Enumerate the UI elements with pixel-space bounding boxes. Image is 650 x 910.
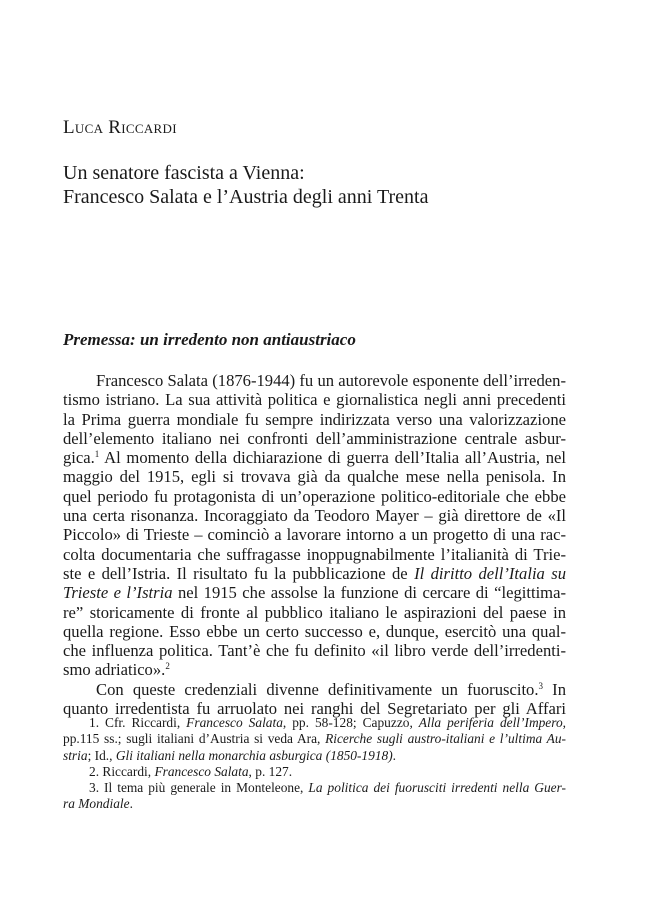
body-line: la Prima guerra mondiale fu sempre indirizzata verso una valorizzazione: [63, 409, 566, 429]
footnote-line: pp.115 ss.; sugli italiani d’Austria si veda Ara, Ricerche sugli austro-italiani e l’ultima Au-: [63, 731, 566, 747]
body-line: colta documentaria che suffragasse inoppugnabilmente l’italianità di Trie-: [63, 544, 566, 564]
body-line: quanto irredentista fu arruolato nei ranghi del Segretariato per gli Affari: [63, 699, 566, 719]
body-line: Francesco Salata (1876-1944) fu un autorevole esponente dell’irreden-: [96, 371, 566, 390]
body-line: Con queste credenziali divenne definitivamente un fuoruscito.$^3$ In: [96, 679, 566, 699]
body-line: tismo istriano. La sua attività politica e giornalistica negli anni precedenti: [63, 390, 566, 410]
title-line-2: Francesco Salata e l’Austria degli anni Trenta: [63, 186, 429, 208]
body-line: quella regione. Esso ebbe un certo successo e, dunque, esercitò una qual-: [63, 621, 566, 641]
footnote-line: 2. Riccardi, Francesco Salata, p. 127.: [89, 763, 293, 779]
body-line: che influenza politica. Tant’è che fu definito «il libro verde dell’irredenti-: [63, 641, 566, 661]
body-line: gica.$^1$ Al momento della dichiarazione di guerra dell’Italia all’Austria, nel: [63, 448, 566, 468]
footnotes: [63, 715, 566, 813]
body-line: dell’elemento italiano nei confronti dell’amministrazione centrale asbur-: [63, 428, 566, 448]
footnote-line: 1. Cfr. Riccardi, Francesco Salata, pp. 58-128; Capuzzo, Alla periferia dell’Impero,: [89, 715, 567, 730]
body-text: [63, 371, 566, 718]
footnote-line: ra Mondiale.: [63, 796, 133, 812]
author-name: Luca Riccardi: [63, 117, 177, 138]
book-title: Il diritto dell’Italia su: [414, 563, 567, 583]
footnote-line: stria; Id., Gli italiani nella monarchia asburgica (1850-1918).: [63, 747, 397, 763]
body-line: smo adriatico».$^2$: [63, 660, 170, 680]
article-title: [63, 161, 603, 209]
footnote-mark: 2: [165, 661, 170, 672]
body-line: una certa risonanza. Incoraggiato da Teodoro Mayer – già direttore de «Il: [63, 506, 566, 526]
footnote-mark: 1: [94, 449, 100, 460]
section-heading: Premessa: un irredento non antiaustriaco: [63, 330, 356, 349]
body-line: ste e dell’Istria. Il risultato fu la pubblicazione de Il diritto dell’Italia su: [63, 563, 567, 583]
body-line: Trieste e l’Istria nel 1915 che assolse la funzione di cercare di “legittima-: [63, 583, 566, 603]
body-line: quel periodo fu protagonista di un’operazione politico-editoriale che ebbe: [63, 486, 566, 506]
title-line-1: Un senatore fascista a Vienna:: [63, 162, 305, 184]
footnote-line: 3. Il tema più generale in Monteleone, La politica dei fuorusciti irredenti nella Guer-: [89, 780, 567, 796]
book-title: Trieste e l’Istria: [63, 583, 173, 603]
body-line: re” storicamente di fronte al pubblico italiano le aspirazioni del paese in: [63, 602, 566, 622]
body-line: maggio del 1915, egli si trovava già da qualche mese nella penisola. In: [63, 467, 566, 487]
body-line: Piccolo» di Trieste – cominciò a lavorare intorno a un progetto di una rac-: [63, 525, 566, 545]
footnote-mark: 3: [538, 680, 543, 691]
